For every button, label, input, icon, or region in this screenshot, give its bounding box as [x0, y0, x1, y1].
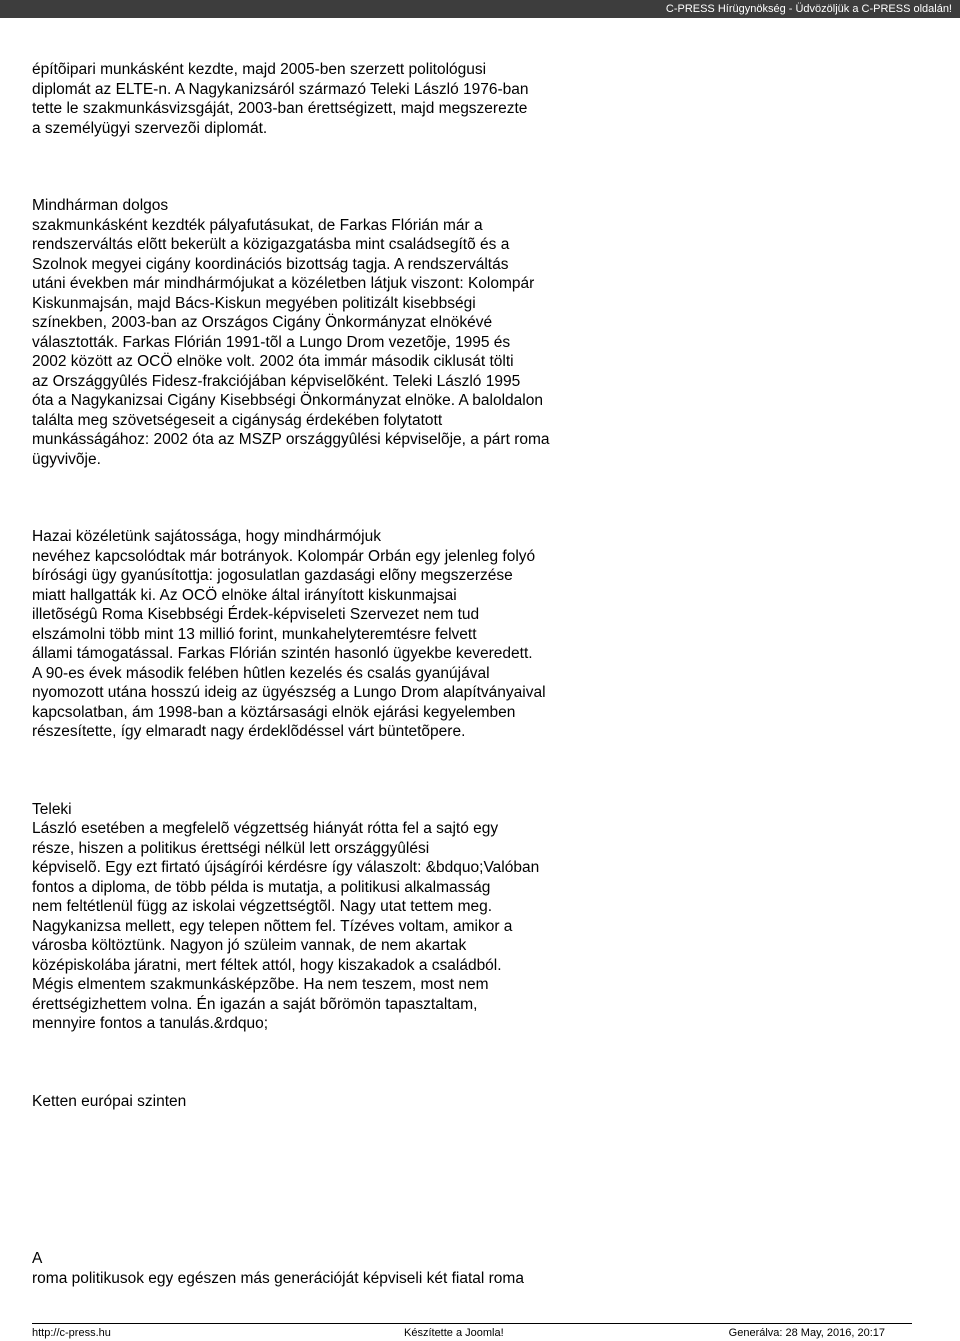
text-line: rendszerváltás elõtt bekerült a közigazgatásba mint családsegítõ és a — [32, 236, 510, 253]
text-line: Mégis elmentem szakmunkásképzõbe. Ha nem teszem, most nem — [32, 976, 489, 993]
text-line: elszámolni több mint 13 millió forint, munkahelyteremtésre felvett — [32, 625, 477, 643]
text-line: választották. Farkas Flórián 1991-tõl a Lungo Drom vezetõje, 1995 és — [32, 333, 511, 351]
text-line: nem feltétlenül függ az iskolai végzettségtõl. Nagy utat tettem meg. — [32, 898, 493, 915]
text-line: szakmunkásként kezdték pályafutásukat, de Farkas Flórián már a — [32, 216, 483, 234]
text-line: mennyire fontos a tanulás.&rdquo; — [32, 1015, 269, 1032]
text-line: roma politikusok egy egészen más generációját képviseli két fiatal roma — [32, 1269, 524, 1287]
text-line: Ketten európai szinten — [32, 1092, 187, 1110]
text-line: miatt hallgatták ki. Az OCÖ elnöke által irányított kiskunmajsai — [32, 586, 457, 604]
footer-generated: Generálva: 28 May, 2016, 20:17 — [728, 1327, 885, 1339]
text-line: részesítette, így elmaradt nagy érdeklõdéssel várt büntetõpere. — [32, 723, 466, 740]
text-line: találta meg szövetségeseit a cigányság érdekében folytatott — [32, 411, 443, 429]
paragraph-1 — [32, 60, 912, 138]
text-line: Teleki — [32, 800, 72, 818]
article-body — [32, 60, 912, 1288]
text-line: Szolnok megyei cigány koordinációs bizottság tagja. A rendszerváltás — [32, 255, 509, 273]
page-header — [0, 0, 960, 18]
text-line: az Országgyûlés Fidesz-frakciójában képviselõként. Teleki László 1995 — [32, 372, 521, 390]
text-line: tette le szakmunkásvizsgáját, 2003-ban érettségizett, majd megszerezte — [32, 100, 528, 117]
paragraph-6 — [32, 1249, 912, 1288]
text-line: ügyvivõje. — [32, 450, 101, 468]
text-line: 2002 között az OCÖ elnöke volt. 2002 óta immár második ciklusát tölti — [32, 353, 514, 370]
text-line: bírósági ügy gyanúsítottja: jogosulatlan gazdasági elõny megszerzése — [32, 567, 513, 584]
text-line: Mindhárman dolgos — [32, 197, 169, 214]
text-line: fontos a diploma, de több példa is mutatja, a politikusi alkalmasság — [32, 878, 491, 896]
text-line: középiskolába járatni, mert féltek attól, hogy kiszakadok a családból. — [32, 956, 502, 974]
text-line: nevéhez kapcsolódtak már botrányok. Kolompár Orbán egy jelenleg folyó — [32, 547, 536, 565]
text-line: Kiskunmajsán, majd Bács-Kiskun megyében politizált kisebbségi — [32, 294, 476, 312]
text-line: A — [32, 1250, 43, 1267]
text-line: építõipari munkásként kezdte, majd 2005-ben szerzett politológusi — [32, 61, 487, 78]
footer-url: http://c-press.hu — [32, 1327, 111, 1339]
page-footer — [32, 1326, 912, 1340]
text-line: diplomát az ELTE-n. A Nagykanizsáról származó Teleki László 1976-ban — [32, 80, 529, 98]
text-line: A 90-es évek második felében hûtlen kezelés és csalás gyanújával — [32, 664, 490, 682]
text-line: városba költöztünk. Nagyon jó szüleim vannak, de nem akartak — [32, 937, 467, 954]
text-line: állami támogatással. Farkas Flórián szintén hasonló ügyekbe keveredett. — [32, 645, 533, 662]
text-line: munkásságához: 2002 óta az MSZP országgyûlési képviselõje, a párt roma — [32, 431, 550, 448]
text-line: kapcsolatban, ám 1998-ban a köztársasági elnök ejárási kegyelemben — [32, 703, 516, 721]
text-line: illetõségû Roma Kisebbségi Érdek-képviseleti Szervezet nem tud — [32, 606, 480, 623]
text-line: képviselõ. Egy ezt firtató újságírói kérdésre így válaszolt: &bdquo;Valóban — [32, 859, 540, 876]
text-line: óta a Nagykanizsai Cigány Kisebbségi Önkormányzat elnöke. A baloldalon — [32, 392, 543, 409]
subheading — [32, 1092, 912, 1112]
text-line: Nagykanizsa mellett, egy telepen nõttem fel. Tízéves voltam, amikor a — [32, 917, 513, 935]
site-title: C-PRESS Hírügynökség - Üdvözöljük a C-PRESS oldalán! — [665, 3, 952, 15]
text-line: Hazai közéletünk sajátossága, hogy mindhármójuk — [32, 528, 381, 545]
footer-divider — [32, 1323, 912, 1324]
text-line: része, hiszen a politikus érettségi nélkül lett országgyûlési — [32, 839, 430, 857]
text-line: nyomozott utána hosszú ideig az ügyészség a Lungo Drom alapítványaival — [32, 684, 546, 701]
paragraph-4 — [32, 800, 912, 1034]
text-line: érettségizhettem volna. Én igazán a saját bõrömön tapasztaltam, — [32, 995, 478, 1013]
text-line: színekben, 2003-ban az Országos Cigány Önkormányzat elnökévé — [32, 314, 493, 331]
text-line: László esetében a megfelelõ végzettség hiányát rótta fel a sajtó egy — [32, 820, 499, 837]
paragraph-2 — [32, 196, 912, 469]
paragraph-3 — [32, 527, 912, 742]
text-line: utáni években már mindhármójukat a közéletben látjuk viszont: Kolompár — [32, 275, 535, 292]
text-line: a személyügyi szervezõi diplomát. — [32, 119, 268, 137]
footer-credit: Készítette a Joomla! — [404, 1327, 504, 1339]
